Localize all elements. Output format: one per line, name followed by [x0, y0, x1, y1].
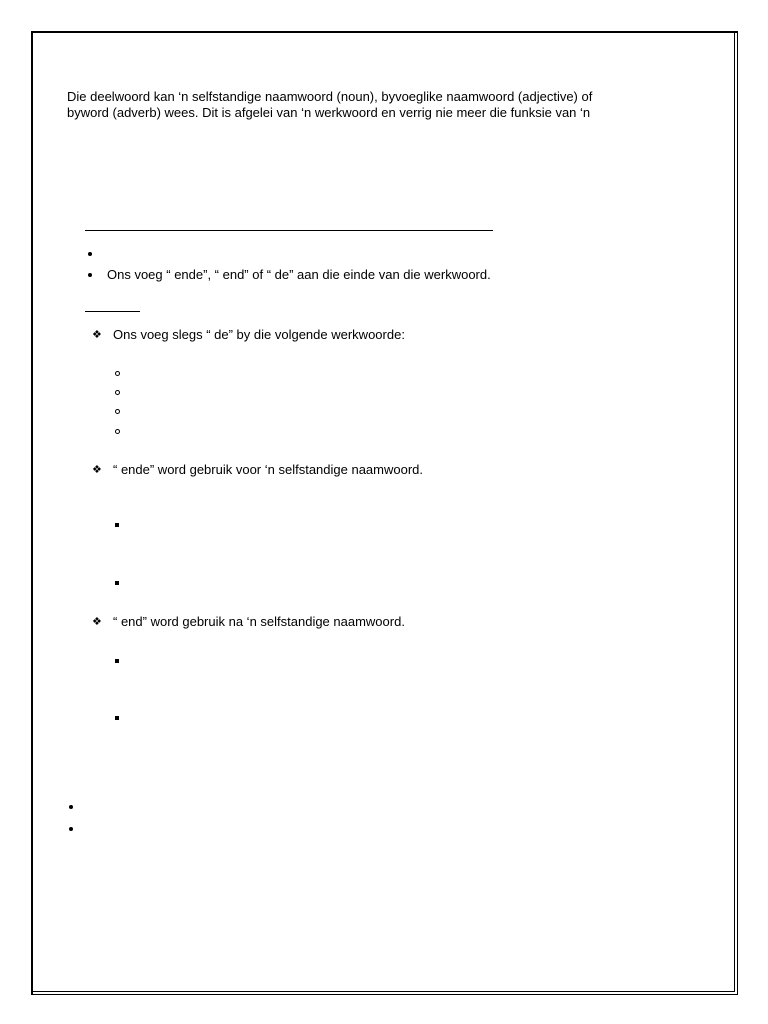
- intro-line-2: byword (adverb) wees. Dit is afgelei van ‘n werkwoord en verrig nie meer die funksie van ‘n: [67, 105, 591, 120]
- bullet: [88, 273, 92, 277]
- intro-line-1: Die deelwoord kan ‘n selfstandige naamwoord (noun), byvoeglike naamwoord (adjective) of: [67, 89, 593, 104]
- square-bullet-icon: [115, 523, 119, 527]
- page-border-inner: [31, 31, 735, 992]
- rule-text: Ons voeg “ ende”, “ end” of “ de” aan die einde van die werkwoord.: [107, 267, 491, 282]
- square-bullet-icon: [115, 581, 119, 585]
- diamond-bullet-icon: ❖: [92, 616, 102, 628]
- list-item-de: Ons voeg slegs “ de” by die volgende werkwoorde:: [113, 327, 405, 342]
- bullet-empty: [69, 805, 73, 809]
- circle-bullet-icon: [115, 371, 120, 376]
- list-item-ende: “ ende” word gebruik voor ‘n selfstandige naamwoord.: [113, 462, 424, 477]
- circle-bullet-icon: [115, 409, 120, 414]
- bullet-empty: [88, 252, 92, 256]
- diamond-bullet-icon: ❖: [92, 329, 102, 341]
- bullet-empty: [69, 827, 73, 831]
- circle-bullet-icon: [115, 429, 120, 434]
- list-item-end: “ end” word gebruik na ‘n selfstandige naamwoord.: [113, 614, 405, 629]
- heading-underline: [85, 230, 493, 231]
- circle-bullet-icon: [115, 390, 120, 395]
- subheading-underline: [85, 311, 140, 312]
- diamond-bullet-icon: ❖: [92, 464, 102, 476]
- square-bullet-icon: [115, 716, 119, 720]
- square-bullet-icon: [115, 659, 119, 663]
